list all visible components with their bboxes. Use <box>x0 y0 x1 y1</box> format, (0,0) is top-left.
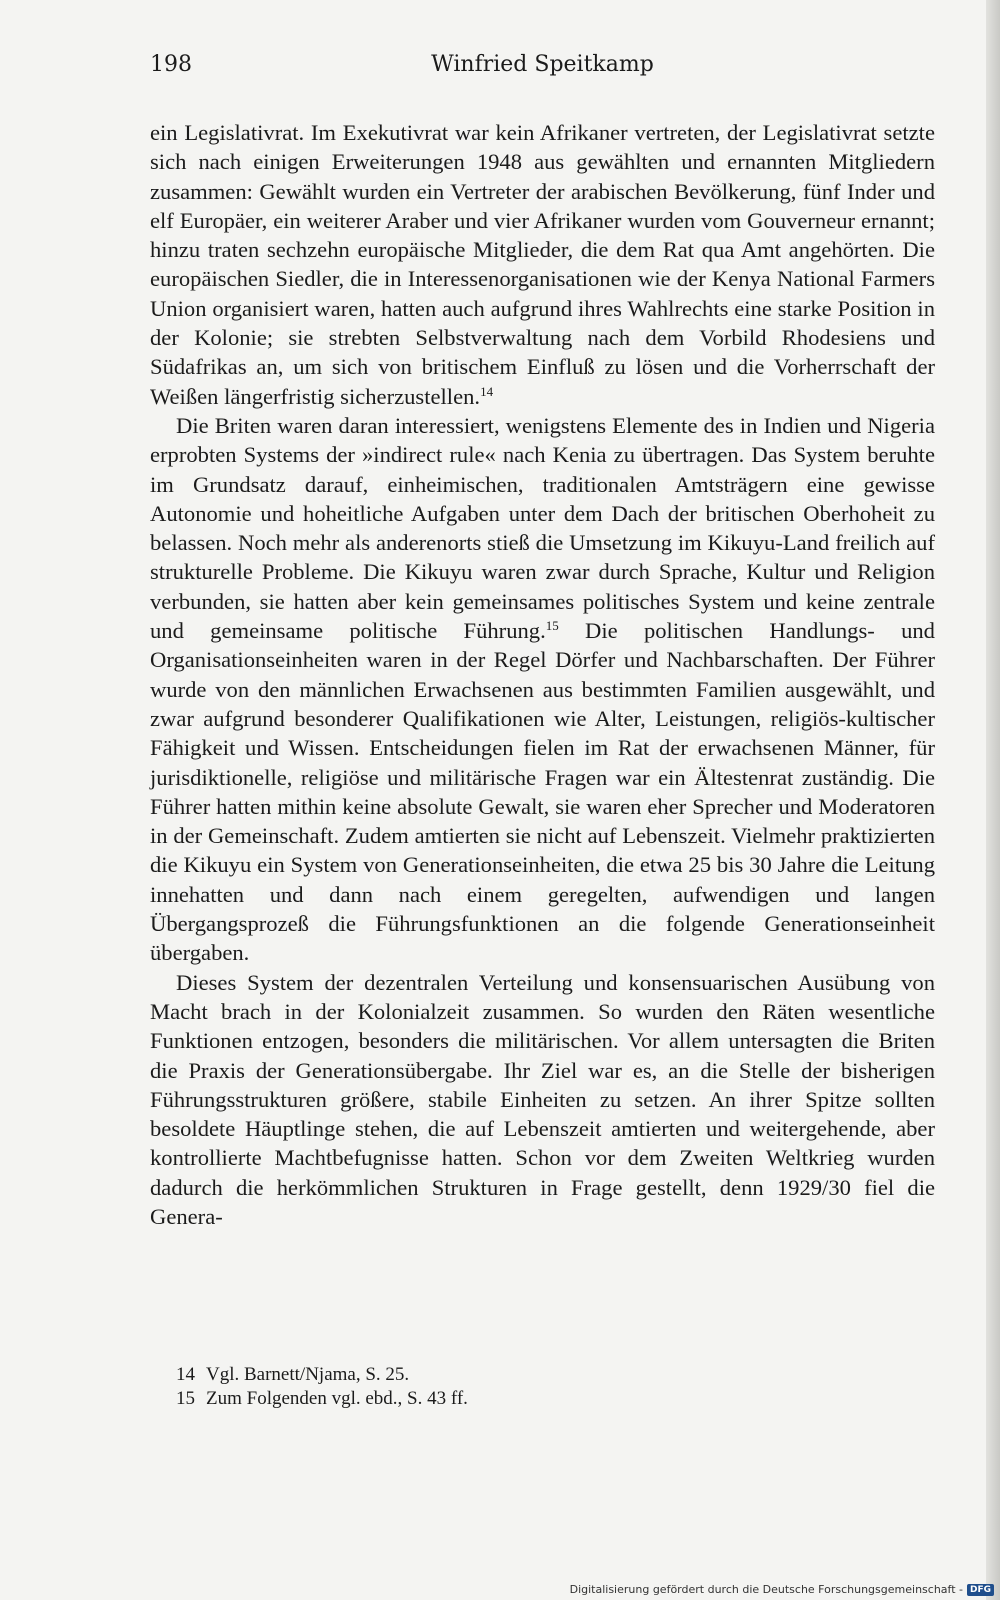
paragraph-3: Dieses System der dezentralen Verteilung und konsensuarischen Ausübung von Macht brach in der Kolonialzeit zusammen. So wurden den Räten wesentliche Funktionen entzogen, besonders die militärischen. Vor allem untersagten die Briten die Praxis der Generationsübergabe. Ihr Ziel war es, an die Stelle der bisherigen Führungsstrukturen größere, stabile Einheiten zu setzen. An ihrer Spitze sollten besoldete Häuptlinge stehen, die auf Lebenszeit amtierten und weitergehende, aber kontrollierte Machtbefugnisse hatten. Schon vor dem Zweiten Weltkrieg wurden dadurch die herkömmlichen Strukturen in Frage gestellt, denn 1929/30 fiel die Genera- <box>150 969 935 1229</box>
running-head-author: Winfried Speitkamp <box>431 52 654 77</box>
footnote-text: Vgl. Barnett/Njama, S. 25. <box>206 1364 410 1385</box>
footnote-ref-14[interactable]: 14 <box>480 383 494 399</box>
paragraph-2: Die Briten waren daran interessiert, wenigstens Elemente des in Indien und Nigeria erprobten Systems der »indirect rule« nach Kenia zu übertragen. Das System beruhte im Grundsatz darauf, einheimischen, traditionalen Amtsträgern eine gewisse Autonomie und hoheitliche Aufgaben unter dem Dach der britischen Oberhoheit zu belassen. Noch mehr als anderenorts stieß die Umsetzung im Kikuyu-Land freilich auf strukturelle Probleme. Die Kikuyu waren zwar durch Sprache, Kultur und Religion verbunden, sie hatten aber kein gemeinsames politisches System und keine zentrale und gemeinsame politische Führung.$^{15}$ Die politischen Handlungs- und Organisationseinheiten waren in der Regel Dörfer und Nachbarschaften. Der Führer wurde von den männlichen Erwachsenen aus bestimmten Familien ausgewählt, und zwar aufgrund besonderer Qualifikationen wie Alter, Leistungen, religiös-kultischer Fähigkeit und Wissen. Entscheidungen fielen im Rat der erwachsenen Männer, für jurisdiktionelle, religiöse und militärische Fragen war ein Ältestenrat zuständig. Die Führer hatten mithin keine absolute Gewalt, sie waren eher Sprecher und Moderatoren in der Gemeinschaft. Zudem amtierten sie nicht auf Lebenszeit. Vielmehr praktizierten die Kikuyu ein System von Generationseinheiten, die etwa 25 bis 30 Jahre die Leitung innehatten und dann nach einem geregelten, aufwendigen und langen Übergangsprozeß die Führungsfunktionen an die folgende Generationseinheit übergaben. <box>150 412 935 966</box>
credit-text: Digitalisierung gefördert durch die Deutsche Forschungsgemeinschaft - <box>569 1583 963 1596</box>
footnote-text: Zum Folgenden vgl. ebd., S. 43 ff. <box>206 1388 468 1409</box>
footnote-ref-15[interactable]: 15 <box>545 618 559 634</box>
page-edge-shadow <box>986 0 1000 1600</box>
body-text <box>150 118 935 1231</box>
footnotes <box>176 1363 876 1411</box>
page-header <box>150 52 935 82</box>
dfg-logo-icon: DFG <box>967 1584 994 1596</box>
footnote-15 <box>176 1387 876 1411</box>
footnote-number: 14 <box>176 1364 195 1385</box>
footnote-number: 15 <box>176 1388 195 1409</box>
digitization-credit <box>570 1583 994 1596</box>
footnote-14 <box>176 1363 876 1387</box>
paragraph-1: ein Legislativrat. Im Exekutivrat war kein Afrikaner vertreten, der Legislativrat setzte sich nach einigen Erweiterungen 1948 aus gewählten und ernannten Mitgliedern zusammen: Gewählt wurden ein Vertreter der arabischen Bevölkerung, fünf Inder und elf Europäer, ein weiterer Araber und vier Afrikaner wurden vom Gouverneur ernannt; hinzu traten sechzehn europäische Mitglieder, die dem Rat qua Amt angehörten. Die europäischen Siedler, die in Interessenorganisationen wie der Kenya National Farmers Union organisiert waren, hatten auch aufgrund ihres Wahlrechts eine starke Position in der Kolonie; sie strebten Selbstverwaltung nach dem Vorbild Rhodesiens und Südafrikas an, um sich von britischem Einfluß zu lösen und die Vorherrschaft der Weißen längerfristig sicherzustellen.$^{14}$ <box>150 120 935 409</box>
page-number: 198 <box>150 52 192 77</box>
